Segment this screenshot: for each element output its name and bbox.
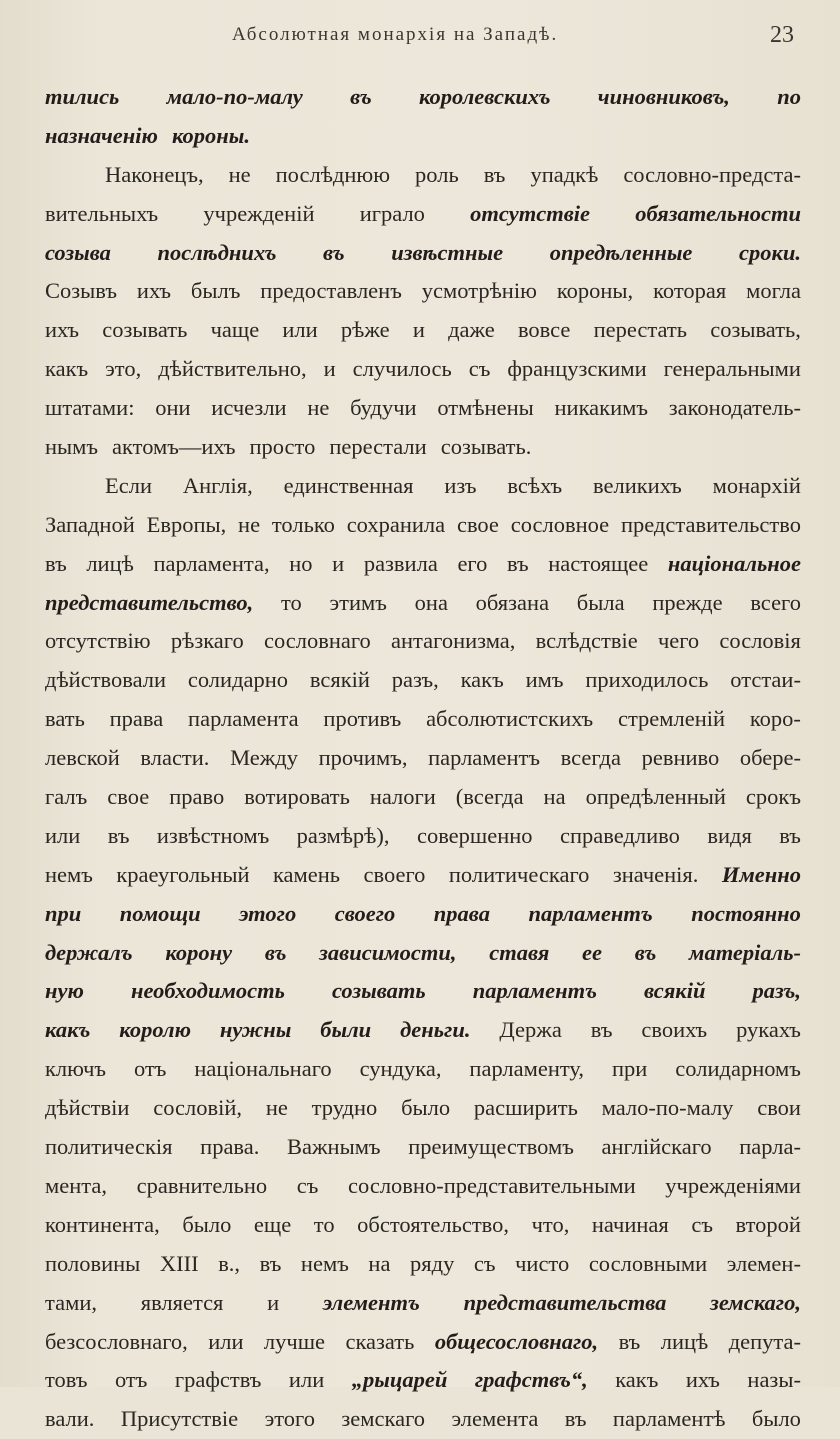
text-segment: даже [448, 317, 495, 343]
emphasized-text: обязательности [635, 200, 801, 226]
emphasized-text: опредѣленные [549, 239, 693, 265]
text-segment: прежде [652, 589, 723, 615]
emphasized-text: этого [239, 900, 297, 926]
text-segment: какъ [460, 667, 504, 693]
text-segment: съ [473, 1250, 496, 1276]
text-segment: право [169, 784, 225, 810]
emphasized-text: въ [634, 939, 657, 965]
text-segment: лучше [263, 1328, 326, 1354]
text-line [45, 195, 801, 234]
emphasized-text: сроки. [738, 239, 801, 265]
text-segment: актомъ—ихъ [112, 434, 236, 460]
text-segment: Между [230, 745, 299, 771]
text-segment: не [265, 1095, 288, 1121]
text-line [45, 739, 801, 778]
emphasized-text: права [433, 900, 490, 926]
text-segment: не [307, 395, 330, 421]
text-segment: французскими [507, 356, 647, 382]
emphasized-text: своего [334, 900, 396, 926]
text-segment: Европы, [146, 511, 227, 537]
text-segment: всегда [560, 745, 621, 771]
emphasized-text: деньги. [400, 1017, 471, 1043]
text-segment: политическаго [448, 861, 590, 887]
text-segment: налоги [369, 784, 436, 810]
text-line [45, 778, 801, 817]
text-segment: антагонизма, [391, 628, 516, 654]
text-segment: немъ [300, 1250, 349, 1276]
text-line [45, 506, 801, 545]
text-line [45, 1284, 801, 1323]
text-segment: въ [483, 161, 506, 187]
text-segment: сословно-предста- [623, 161, 801, 187]
emphasized-text: національное [667, 550, 801, 576]
text-segment: половины [45, 1250, 141, 1276]
text-segment: сословное [510, 511, 610, 537]
text-segment: исчезли [211, 395, 287, 421]
text-segment: рѣзкаго [170, 628, 244, 654]
text-segment: сословно-представительными [348, 1172, 636, 1198]
text-segment: сказать [345, 1328, 415, 1354]
text-segment: этимъ [329, 589, 387, 615]
text-line [45, 467, 801, 506]
text-segment: рукахъ [736, 1017, 801, 1043]
text-segment: предоставленъ [260, 278, 402, 304]
text-segment: короны, [556, 278, 634, 304]
text-segment: приходилось [585, 667, 709, 693]
text-segment: трудно [311, 1095, 378, 1121]
text-segment: единственная [283, 472, 414, 498]
emphasized-text: послѣднихъ [157, 239, 277, 265]
text-segment: и [323, 356, 336, 382]
emphasized-text: были [320, 1017, 372, 1043]
text-segment: своего [363, 861, 426, 887]
text-segment: Западной [45, 511, 135, 537]
text-line [45, 856, 801, 895]
text-segment: то [280, 589, 302, 615]
emphasized-text: элементъ [322, 1289, 420, 1315]
text-segment: сословными [588, 1250, 708, 1276]
text-segment: Англія, [182, 472, 253, 498]
emphasized-text: ее [582, 939, 603, 965]
text-segment: обязана [475, 589, 550, 615]
text-segment: солидарно [187, 667, 289, 693]
text-segment: отстаи- [730, 667, 801, 693]
text-segment: Важнымъ [287, 1134, 381, 1160]
text-line [45, 389, 801, 428]
text-segment: созывать. [440, 434, 532, 460]
text-segment: расширить [473, 1095, 578, 1121]
text-line [45, 156, 801, 195]
text-segment: развила [363, 550, 438, 576]
emphasized-text: „рыцарей [351, 1367, 448, 1393]
text-segment: въ [506, 550, 529, 576]
text-segment: имъ [525, 667, 564, 693]
text-segment: свое [456, 511, 499, 537]
text-segment: вотировать [244, 784, 350, 810]
text-segment: какъ [615, 1367, 659, 1393]
text-segment: былъ [190, 278, 241, 304]
text-line [45, 428, 801, 467]
text-segment: отъ [114, 1367, 148, 1393]
text-segment: чаще [210, 317, 260, 343]
text-segment: просто [249, 434, 316, 460]
text-line [45, 622, 801, 661]
text-segment: будучи [350, 395, 417, 421]
text-segment: всѣхъ [507, 472, 563, 498]
text-line [45, 895, 801, 934]
text-segment: что, [531, 1211, 570, 1237]
text-segment: назы- [747, 1367, 801, 1393]
emphasized-text: королевскихъ [419, 84, 551, 109]
emphasized-text: ную [45, 978, 84, 1004]
emphasized-text: парламентъ [472, 978, 597, 1004]
text-segment: парламента, [153, 550, 270, 576]
emphasized-text: назначенію [45, 122, 158, 148]
text-segment: дѣйствовали [45, 667, 167, 693]
text-segment: или [45, 822, 81, 848]
text-segment: свое [107, 784, 150, 810]
text-segment: всякій [309, 667, 370, 693]
text-segment: законодатель- [668, 395, 801, 421]
text-segment: съ [468, 356, 491, 382]
text-segment: только [271, 511, 335, 537]
text-segment: коро- [749, 706, 801, 732]
emphasized-text: корону [165, 939, 233, 965]
emphasized-text: всякій [643, 978, 706, 1004]
text-segment: не [238, 511, 261, 537]
text-line [45, 584, 801, 623]
text-line [45, 817, 801, 856]
text-segment: извѣстномъ [156, 822, 270, 848]
text-line [45, 78, 801, 117]
emphasized-text: зависимости, [319, 939, 457, 965]
emphasized-text: по [777, 84, 801, 109]
text-segment: парламентѣ [612, 1406, 726, 1432]
text-segment: земскаго [341, 1406, 426, 1432]
text-line [45, 272, 801, 311]
text-segment: чисто [515, 1250, 570, 1276]
text-segment: начиная [591, 1211, 669, 1237]
text-segment: въ [564, 1406, 587, 1432]
text-segment: созывать, [710, 317, 801, 343]
text-line [45, 1245, 801, 1284]
text-segment: тами, [45, 1289, 97, 1315]
text-line [45, 1089, 801, 1128]
text-segment: безсословнаго, [45, 1328, 188, 1354]
emphasized-text: разъ, [752, 978, 801, 1004]
text-segment: совершенно [416, 822, 533, 848]
text-line [45, 234, 801, 273]
text-segment: чего [657, 628, 700, 654]
text-segment: своихъ [641, 1017, 708, 1043]
emphasized-text: земскаго, [710, 1289, 801, 1315]
text-segment: сундука, [359, 1056, 442, 1082]
text-line [45, 1400, 801, 1439]
text-segment: видя [707, 822, 752, 848]
text-segment: камень [272, 861, 341, 887]
text-line [45, 311, 801, 350]
text-segment: ряду [410, 1250, 455, 1276]
text-segment: въ [107, 822, 130, 848]
text-segment: перестали [329, 434, 427, 460]
text-segment: Созывъ [45, 278, 117, 304]
text-segment: опредѣленный [585, 784, 726, 810]
emphasized-text: королю [119, 1017, 191, 1043]
text-segment: дѣйствіи [45, 1095, 130, 1121]
text-segment: является [140, 1289, 224, 1315]
text-segment: краеугольный [116, 861, 250, 887]
text-segment: абсолютистскихъ [426, 706, 594, 732]
text-segment: Держа [499, 1017, 562, 1043]
text-segment: еще [253, 1211, 292, 1237]
text-segment: вать [45, 706, 85, 732]
emphasized-text: отсутствіе [470, 200, 590, 226]
text-segment: Наконецъ, [105, 161, 204, 187]
text-segment: усмотрѣнію [421, 278, 537, 304]
emphasized-text: созывать [331, 978, 426, 1004]
text-segment: рѣже [340, 317, 390, 343]
text-segment: этого [264, 1406, 315, 1432]
emphasized-text: тились [45, 84, 120, 109]
text-segment: на [543, 784, 566, 810]
text-segment: послѣднюю [275, 161, 391, 187]
text-segment: парламенту, [469, 1056, 585, 1082]
text-segment: упадкѣ [530, 161, 599, 187]
text-line [45, 661, 801, 700]
text-line [45, 700, 801, 739]
text-segment: парламентъ [428, 745, 541, 771]
text-segment: и [412, 317, 425, 343]
text-segment: ключъ [45, 1056, 107, 1082]
text-segment: власти. [140, 745, 210, 771]
emphasized-text: представительства [463, 1289, 667, 1315]
text-segment: учрежденіями [665, 1172, 801, 1198]
text-segment: XIII [159, 1250, 199, 1276]
text-segment: сохранила [346, 511, 446, 537]
text-segment: было [401, 1095, 451, 1121]
text-segment: стремленій [617, 706, 726, 732]
text-segment: или [288, 1367, 325, 1393]
text-segment: вали. [45, 1406, 95, 1432]
emphasized-text: созыва [45, 239, 111, 265]
text-segment: вслѣдствіе [535, 628, 638, 654]
text-segment: ихъ [685, 1367, 720, 1393]
text-segment: галъ [45, 784, 88, 810]
text-segment: или [208, 1328, 244, 1354]
page-header [0, 24, 840, 54]
text-segment: элемен- [726, 1250, 801, 1276]
text-line [45, 350, 801, 389]
text-segment: великихъ [593, 472, 682, 498]
emphasized-text: въ [350, 84, 372, 109]
text-segment: они [155, 395, 191, 421]
text-segment: и [267, 1289, 280, 1315]
text-segment: вовсе [517, 317, 571, 343]
emphasized-text: Именно [721, 861, 801, 887]
text-segment: созывать [102, 317, 188, 343]
emphasized-text: въ [264, 939, 287, 965]
text-segment: случилось [352, 356, 452, 382]
text-segment: англійскаго [601, 1134, 712, 1160]
text-segment: изъ [444, 472, 477, 498]
text-segment: отъ [134, 1056, 167, 1082]
text-segment: съ [296, 1172, 319, 1198]
text-segment: мало-по-малу [601, 1095, 734, 1121]
text-segment: сословія [719, 628, 801, 654]
text-segment: въ [45, 550, 67, 576]
text-segment: штатами: [45, 395, 135, 421]
text-line [45, 1167, 801, 1206]
text-segment: ихъ [45, 317, 80, 343]
text-segment: какъ [45, 356, 89, 382]
text-segment: размѣрѣ), [296, 822, 390, 848]
text-segment: перестать [593, 317, 688, 343]
text-segment: было [751, 1406, 801, 1432]
text-segment: на [368, 1250, 391, 1276]
text-segment: разъ, [391, 667, 439, 693]
text-segment: генеральными [663, 356, 801, 382]
emphasized-text: держалъ [45, 939, 133, 965]
emphasized-text: ставя [489, 939, 550, 965]
text-segment: значенія. [612, 861, 699, 887]
emphasized-text: помощи [119, 900, 201, 926]
text-segment: монархій [712, 472, 801, 498]
text-segment: свои [757, 1095, 801, 1121]
text-segment: сословнаго [263, 628, 371, 654]
text-segment: не [228, 161, 251, 187]
text-line [45, 1011, 801, 1050]
emphasized-text: какъ [45, 1017, 91, 1043]
text-segment: отсутствію [45, 628, 151, 654]
text-segment: которая [653, 278, 727, 304]
text-segment: было [182, 1211, 232, 1237]
text-segment: немъ [45, 861, 93, 887]
text-segment: съ [691, 1211, 713, 1237]
text-line [45, 1206, 801, 1245]
text-segment: она [414, 589, 448, 615]
text-segment: противъ [323, 706, 402, 732]
text-segment: парла- [739, 1134, 801, 1160]
text-segment: второй [735, 1211, 801, 1237]
text-segment: левской [45, 745, 120, 771]
text-line [45, 1128, 801, 1167]
emphasized-text: нужны [219, 1017, 292, 1043]
text-segment: солидарномъ [675, 1056, 801, 1082]
text-segment: лицѣ [86, 550, 134, 576]
text-segment: товъ [45, 1367, 88, 1393]
text-segment: депута- [728, 1328, 801, 1354]
text-segment: въ [618, 1328, 641, 1354]
text-segment: обстоятельство, [357, 1211, 510, 1237]
text-segment: всего [750, 589, 801, 615]
text-segment: сравнительно [136, 1172, 268, 1198]
text-segment: парламента [188, 706, 299, 732]
text-segment: преимуществомъ [408, 1134, 574, 1160]
emphasized-text: мало-по-малу [166, 84, 303, 109]
text-segment: лицѣ [660, 1328, 709, 1354]
text-segment: прочимъ, [318, 745, 408, 771]
text-segment: континента, [45, 1211, 160, 1237]
text-segment: въ [590, 1017, 613, 1043]
emphasized-text: графствъ“, [474, 1367, 588, 1393]
text-segment: никакимъ [554, 395, 648, 421]
emphasized-text: чиновниковъ, [597, 84, 730, 109]
text-segment: дѣйствительно, [158, 356, 307, 382]
text-segment: настоящее [548, 550, 649, 576]
emphasized-text: матеріаль- [689, 939, 801, 965]
text-segment: справедливо [560, 822, 680, 848]
emphasized-text: короны. [171, 122, 250, 148]
text-segment: учрежденій [203, 200, 315, 226]
text-line [45, 1361, 801, 1400]
text-line [45, 972, 801, 1011]
text-segment: играло [359, 200, 425, 226]
emphasized-text: необходимость [130, 978, 285, 1004]
emphasized-text: извѣстные [391, 239, 504, 265]
emphasized-text: общесословнаго, [434, 1328, 599, 1354]
text-segment: ихъ [136, 278, 171, 304]
emphasized-text: постоянно [691, 900, 801, 926]
text-segment: это, [105, 356, 142, 382]
text-segment: обере- [739, 745, 801, 771]
text-segment: роль [415, 161, 459, 187]
text-segment: или [282, 317, 318, 343]
text-segment: срокъ [745, 784, 801, 810]
text-segment: вительныхъ [45, 200, 159, 226]
text-segment: его [457, 550, 488, 576]
page-number: 23 [770, 22, 794, 48]
text-line [45, 1323, 801, 1362]
text-segment: права. [200, 1134, 260, 1160]
emphasized-text: при [45, 900, 82, 926]
body-text [45, 78, 801, 1439]
text-segment: мента, [45, 1172, 107, 1198]
emphasized-text: представительство, [45, 589, 254, 615]
text-segment: то [313, 1211, 335, 1237]
text-line [45, 117, 801, 156]
emphasized-text: парламентъ [528, 900, 653, 926]
text-segment: Присутствіе [120, 1406, 239, 1432]
text-segment: при [612, 1056, 648, 1082]
text-segment: политическія [45, 1134, 173, 1160]
text-segment: и [332, 550, 345, 576]
text-line [45, 1050, 801, 1089]
text-segment: но [289, 550, 313, 576]
text-segment: элемента [451, 1406, 539, 1432]
text-segment: могла [746, 278, 801, 304]
text-line [45, 934, 801, 973]
text-segment: графствъ [174, 1367, 262, 1393]
text-segment: національнаго [194, 1056, 332, 1082]
text-segment: нымъ [45, 434, 99, 460]
text-line [45, 545, 801, 584]
text-segment: въ [779, 822, 801, 848]
text-segment: представительство [620, 511, 801, 537]
running-title: Абсолютная монархія на Западѣ. [232, 24, 559, 45]
text-segment: отмѣнены [437, 395, 534, 421]
emphasized-text: въ [323, 239, 345, 265]
text-segment: ревниво [641, 745, 720, 771]
text-segment: въ [259, 1250, 282, 1276]
text-segment: была [576, 589, 625, 615]
text-segment: права [109, 706, 164, 732]
text-segment: (всегда [455, 784, 524, 810]
text-segment: в., [218, 1250, 241, 1276]
text-segment: Если [105, 472, 152, 498]
text-segment: сословій, [153, 1095, 243, 1121]
